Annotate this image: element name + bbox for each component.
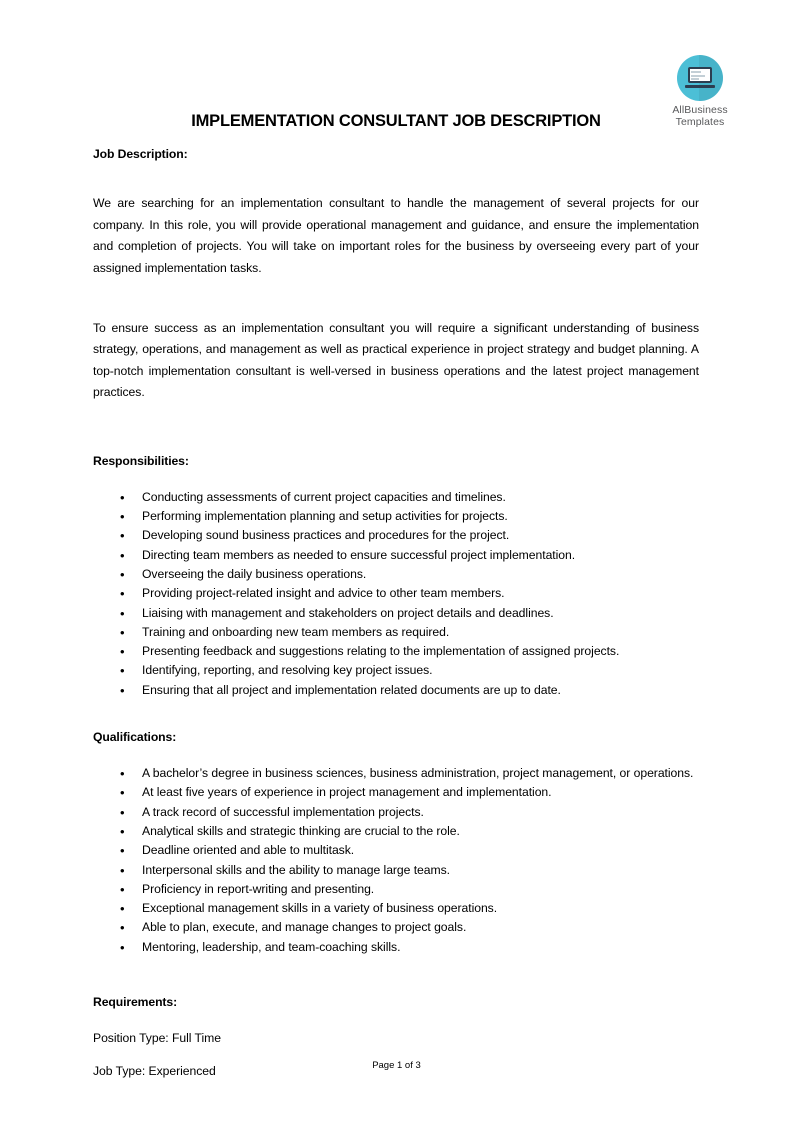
job-description-paragraph: We are searching for an implementation consultant to handle the management of several projects for our company. In this role, you will provide operational management and guidance, and ensure the implementation and completion of projects. You will take on important roles for the business by overseeing every part of your assigned implementation tasks. [93, 196, 699, 275]
page-footer: Page 1 of 3 [372, 1060, 421, 1071]
page-title: IMPLEMENTATION CONSULTANT JOB DESCRIPTION [191, 112, 601, 130]
list-item: • Identifying, reporting, and resolving key project issues. [93, 661, 699, 680]
requirement-position-type: Position Type: Full Time [93, 1030, 221, 1045]
list-item: • Directing team members as needed to ensure successful project implementation. [93, 546, 699, 565]
list-item: • Providing project-related insight and advice to other team members. [93, 584, 699, 603]
requirement-job-type: Job Type: Experienced [93, 1063, 216, 1078]
list-item: • At least five years of experience in project management and implementation. [93, 783, 699, 802]
list-item: • Analytical skills and strategic thinking are crucial to the role. [93, 822, 699, 841]
list-item: • Overseeing the daily business operations. [93, 565, 699, 584]
list-item: • Deadline oriented and able to multitask. [93, 841, 699, 860]
list-item: • Exceptional management skills in a variety of business operations. [93, 899, 699, 918]
list-item: • A track record of successful implementation projects. [93, 803, 699, 822]
list-item: • Conducting assessments of current project capacities and timelines. [93, 488, 699, 507]
logo-wordmark-line2: Templates [675, 116, 725, 128]
document-body [93, 0, 699, 1081]
section-heading-job-description: Job Description: [93, 147, 188, 161]
list-item: • Performing implementation planning and setup activities for projects. [93, 507, 699, 526]
section-heading-requirements: Requirements: [93, 994, 178, 1009]
list-item: • Interpersonal skills and the ability to manage large teams. [93, 861, 699, 880]
list-item: • A bachelor’s degree in business sciences, business administration, project management, or operations. [93, 764, 699, 783]
responsibilities-list [93, 488, 699, 700]
job-description-paragraph: To ensure success as an implementation consultant you will require a significant understanding of business strategy, operations, and management as well as practical experience in project strategy and budget planning. A top-notch implementation consultant is well-versed in business operations and the latest project management practices. [93, 320, 699, 400]
list-item: • Able to plan, execute, and manage changes to project goals. [93, 918, 699, 937]
list-item: • Mentoring, leadership, and team-coaching skills. [93, 938, 699, 957]
qualifications-list [93, 764, 699, 957]
section-heading-qualifications: Qualifications: [93, 730, 177, 745]
list-item: • Liaising with management and stakeholders on project details and deadlines. [93, 604, 699, 623]
list-item: • Proficiency in report-writing and presenting. [93, 880, 699, 899]
section-heading-responsibilities: Responsibilities: [93, 453, 189, 468]
list-item: • Training and onboarding new team members as required. [93, 623, 699, 642]
list-item: • Ensuring that all project and implementation related documents are up to date. [93, 681, 699, 700]
list-item: • Developing sound business practices and procedures for the project. [93, 526, 699, 545]
list-item: • Presenting feedback and suggestions relating to the implementation of assigned projects. [93, 642, 699, 661]
logo-wordmark-line1: AllBusiness [672, 104, 728, 116]
